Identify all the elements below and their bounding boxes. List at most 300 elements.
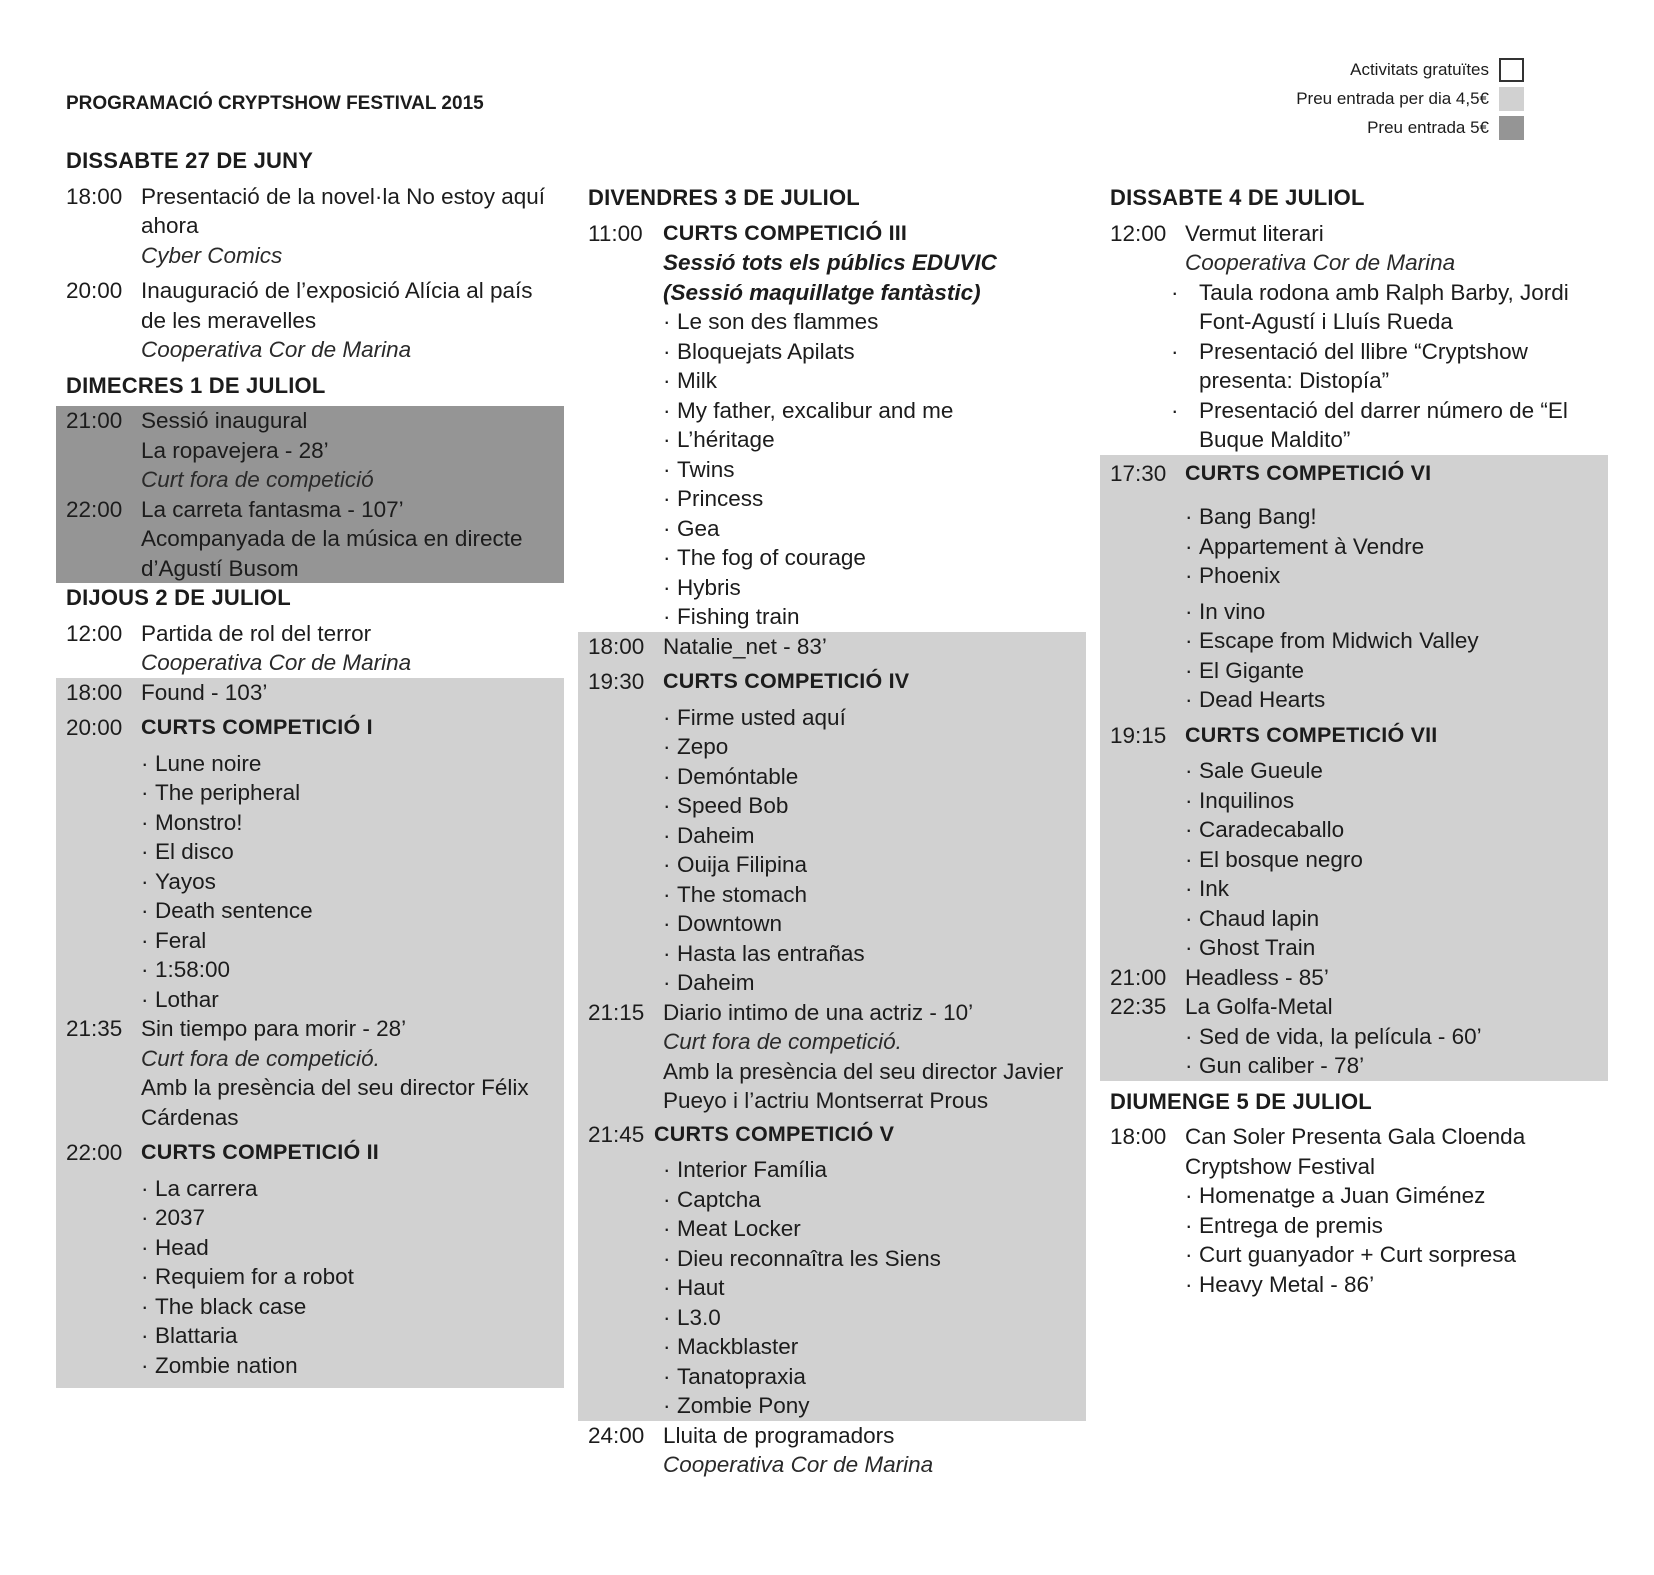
list-item (1185, 502, 1598, 532)
event (1110, 459, 1598, 715)
list-item-text: Ink (1199, 876, 1230, 901)
bullet-icon: · (663, 1157, 671, 1182)
list-item-text: Ghost Train (1199, 935, 1316, 960)
list-item-text: Fishing train (677, 604, 800, 629)
bullet-icon: · (663, 852, 671, 877)
event-venue: Cooperativa Cor de Marina (141, 650, 412, 675)
list-item-text: L3.0 (677, 1304, 721, 1330)
list-item-text: Daheim (677, 970, 755, 995)
list-item (1185, 815, 1598, 845)
event-note: Curt fora de competició (141, 467, 374, 492)
event-detail: Amb la presència del seu director Javier Pueyo i l’actriu Montserrat Prous (663, 1058, 1064, 1113)
event-title: CURTS COMPETICIÓ IV (663, 669, 910, 693)
event-title: CURTS COMPETICIÓ III (663, 220, 908, 245)
list-item (663, 1273, 1076, 1303)
film-list (663, 703, 1076, 998)
list-item (663, 573, 1076, 603)
paid-4-5-block (578, 632, 1086, 1421)
list-item-text: Entrega de premis (1199, 1212, 1383, 1238)
list-item-text: Heavy Metal - 86’ (1199, 1271, 1375, 1297)
bullet-icon: · (141, 927, 149, 953)
event (588, 632, 1076, 662)
list-item-text: El bosque negro (1199, 846, 1363, 872)
event-venue: Cooperativa Cor de Marina (141, 337, 412, 362)
list-item (1185, 685, 1598, 715)
free-block (578, 1421, 1086, 1480)
bullet-icon: · (663, 881, 671, 907)
list-item (1185, 874, 1598, 904)
bullet-icon: · (663, 574, 671, 600)
event-note: Curt fora de competició. (141, 1045, 380, 1071)
list-item-text: Princess (677, 486, 764, 511)
event-time: 11:00 (588, 220, 643, 246)
bullet-icon: · (1185, 598, 1193, 624)
event-time: 20:00 (66, 278, 123, 303)
bullet-icon: · (1185, 846, 1193, 872)
bullet-icon: · (141, 780, 149, 805)
list-item (663, 703, 1076, 733)
list-item-text: Escape from Midwich Valley (1199, 628, 1479, 653)
list-item (663, 602, 1076, 632)
legend-free (1296, 56, 1524, 83)
list-item (663, 425, 1076, 455)
bullet-icon: · (663, 1334, 671, 1359)
event (66, 619, 554, 678)
paid-4-5-block (56, 678, 564, 1389)
bullet-icon: · (663, 822, 671, 848)
list-item (141, 1203, 554, 1233)
event-title: Headless - 85’ (1185, 964, 1329, 990)
list-item (663, 455, 1076, 485)
bullet-icon: · (141, 750, 149, 776)
list-item (663, 732, 1076, 762)
bullet-icon: · (141, 809, 149, 835)
list-item (141, 867, 554, 897)
list-item-text: Feral (155, 927, 207, 953)
bullet-icon: · (663, 763, 671, 789)
film-list (1185, 1022, 1598, 1081)
list-item-text: Chaud lapin (1199, 905, 1320, 931)
list-item (1171, 337, 1598, 396)
list-item (663, 762, 1076, 792)
list-item (663, 514, 1076, 544)
day-heading: DISSABTE 27 DE JUNY (66, 148, 314, 173)
bullet-icon: · (663, 970, 671, 995)
event (588, 1421, 1076, 1480)
list-item-text: Bloquejats Apilats (677, 338, 855, 364)
bullet-icon: · (663, 911, 671, 936)
bullet-icon: · (141, 1175, 149, 1201)
bullet-icon: · (141, 868, 149, 894)
event (66, 1014, 554, 1132)
bullet-icon: · (1185, 687, 1193, 712)
list-item-text: Meat Locker (677, 1216, 801, 1241)
list-item-text: Lothar (155, 986, 219, 1012)
list-item (1171, 278, 1598, 337)
bullet-icon: · (1185, 817, 1193, 842)
bullet-icon: · (1185, 1053, 1193, 1078)
list-item-text: Speed Bob (677, 793, 789, 818)
list-item-text: Presentació del llibre “Cryptshow presenta: Distopía” (1199, 338, 1528, 393)
list-item (141, 1233, 554, 1263)
film-list (663, 1155, 1076, 1421)
event-title: CURTS COMPETICIÓ V (654, 1121, 895, 1146)
list-item-text: In vino (1199, 598, 1266, 624)
list-item (141, 955, 554, 985)
event-time: 22:00 (66, 496, 123, 522)
event-time: 22:00 (66, 1140, 123, 1165)
bullet-icon: · (1185, 533, 1193, 559)
list-item-text: 1:58:00 (155, 957, 231, 982)
event (66, 1138, 554, 1380)
bullet-icon: · (1171, 279, 1179, 305)
bullet-icon: · (1185, 935, 1193, 960)
list-item-text: Hybris (677, 574, 741, 600)
list-item-text: Zombie nation (155, 1352, 298, 1378)
free-block (1100, 1122, 1608, 1299)
list-item (1185, 933, 1598, 963)
list-item-text: Le son des flammes (677, 309, 879, 334)
bullet-icon: · (663, 545, 671, 570)
film-list (1185, 502, 1598, 715)
legend-label: Activitats gratuïtes (1350, 59, 1489, 79)
bullet-icon: · (141, 1293, 149, 1319)
list-item (663, 850, 1076, 880)
list-item (1185, 561, 1598, 591)
page-title: PROGRAMACIÓ CRYPTSHOW FESTIVAL 2015 (66, 93, 484, 114)
paid-4-5-block (1100, 455, 1608, 1081)
list-item-text: Captcha (677, 1186, 761, 1212)
event-venue: Cooperativa Cor de Marina (663, 1452, 934, 1477)
event-subtitle: (Sessió maquillatge fantàstic) (663, 279, 981, 305)
list-item-text: The stomach (677, 881, 808, 907)
list-item (141, 896, 554, 926)
bullet-icon: · (663, 1245, 671, 1271)
list-item (663, 396, 1076, 426)
legend-day-ticket (1296, 85, 1524, 112)
list-item (663, 909, 1076, 939)
list-item (141, 808, 554, 838)
list-item-text: Death sentence (155, 898, 313, 923)
price-legend (1296, 56, 1524, 143)
list-item (663, 484, 1076, 514)
list-item-text: Phoenix (1199, 563, 1281, 588)
list-item-text: Milk (677, 368, 717, 393)
list-item-text: Yayos (155, 868, 216, 894)
free-block (1100, 219, 1608, 455)
list-item (663, 939, 1076, 969)
list-item (663, 1303, 1076, 1333)
event (588, 667, 1076, 998)
list-item-text: Presentació del darrer número de “El Buque Maldito” (1199, 397, 1568, 452)
list-item-text: Monstro! (155, 809, 243, 835)
list-item-text: Bang Bang! (1199, 504, 1317, 529)
event-time: 17:30 (1110, 460, 1167, 486)
bullet-icon: · (663, 368, 671, 393)
list-item (141, 749, 554, 779)
event (66, 495, 554, 584)
list-item-text: The fog of courage (677, 545, 866, 570)
bullet-icon: · (1185, 504, 1193, 529)
event (1110, 721, 1598, 963)
list-item-text: La carrera (155, 1175, 258, 1201)
bullet-icon: · (1185, 563, 1193, 588)
list-item-text: Head (155, 1234, 209, 1260)
event-time: 21:45 (588, 1121, 645, 1147)
bullet-icon: · (663, 604, 671, 629)
list-item-text: El disco (155, 839, 234, 864)
list-item (663, 366, 1076, 396)
bullet-icon: · (663, 427, 671, 452)
bullet-icon: · (663, 1304, 671, 1330)
event-time: 19:30 (588, 669, 645, 694)
legend-swatch-dark (1499, 116, 1524, 140)
bullet-icon: · (663, 515, 671, 541)
list-item (1185, 756, 1598, 786)
list-item (663, 880, 1076, 910)
bullet-icon: · (141, 898, 149, 923)
list-item-text: Sed de vida, la película - 60’ (1199, 1023, 1482, 1049)
list-item (1185, 1270, 1598, 1300)
bullet-icon: · (141, 1205, 149, 1230)
list-item (141, 985, 554, 1015)
list-item (141, 837, 554, 867)
bullet-icon: · (663, 397, 671, 423)
event-time: 12:00 (1110, 220, 1167, 246)
list-item-text: Gea (677, 515, 720, 541)
bullet-icon: · (1185, 787, 1193, 813)
bullet-icon: · (1185, 628, 1193, 653)
event (588, 1120, 1076, 1421)
list-item-text: Zombie Pony (677, 1393, 810, 1418)
event-detail: Acompanyada de la música en directe d’Agustí Busom (141, 526, 523, 581)
event-title: Presentació de la novel·la No estoy aquí ahora (141, 183, 545, 238)
list-item-text: Dead Hearts (1199, 687, 1326, 712)
event-time: 24:00 (588, 1422, 645, 1448)
bullet-icon: · (663, 793, 671, 818)
list-item (141, 926, 554, 956)
list-item (141, 778, 554, 808)
bullet-icon: · (663, 456, 671, 482)
event-time: 18:00 (66, 183, 123, 209)
list-item-text: Gun caliber - 78’ (1199, 1053, 1365, 1078)
event-title: Lluita de programadors (663, 1422, 895, 1448)
list-item (1185, 626, 1598, 656)
event-title: Sessió inaugural (141, 408, 308, 433)
bullet-icon: · (663, 1363, 671, 1389)
bullet-icon: · (141, 986, 149, 1012)
list-item-text: Tanatopraxia (677, 1363, 806, 1389)
free-block (56, 182, 564, 365)
bullet-icon: · (663, 1275, 671, 1300)
event-title: CURTS COMPETICIÓ II (141, 1140, 379, 1164)
list-item-text: Sale Gueule (1199, 758, 1323, 783)
film-list (663, 307, 1076, 632)
list-item (663, 791, 1076, 821)
bullet-icon: · (1185, 1271, 1193, 1297)
bullet-icon: · (663, 486, 671, 511)
film-list (141, 1174, 554, 1381)
day-heading: DIMECRES 1 DE JULIOL (66, 372, 326, 398)
bullet-icon: · (663, 704, 671, 730)
bullet-icon: · (141, 1323, 149, 1348)
list-item-text: Dieu reconnaîtra les Siens (677, 1245, 941, 1271)
list-item-text: Interior Família (677, 1157, 828, 1182)
column-1 (56, 146, 564, 1388)
bullet-icon: · (663, 309, 671, 334)
list-item (663, 1244, 1076, 1274)
event (588, 219, 1076, 632)
event (1110, 1122, 1598, 1299)
list-item-text: Curt guanyador + Curt sorpresa (1199, 1242, 1517, 1267)
column-2 (578, 183, 1086, 1480)
list-item (1185, 904, 1598, 934)
day-heading: DISSABTE 4 DE JULIOL (1110, 185, 1365, 210)
list-item (141, 1292, 554, 1322)
list-item-text: Taula rodona amb Ralph Barby, Jordi Font-Agustí i Lluís Rueda (1199, 279, 1569, 334)
list-item-text: 2037 (155, 1205, 206, 1230)
list-item-text: Mackblaster (677, 1334, 799, 1359)
bullet-icon: · (663, 734, 671, 759)
bullet-icon: · (141, 1264, 149, 1289)
event-time: 21:00 (1110, 964, 1167, 990)
legend-label: Preu entrada per dia 4,5€ (1296, 88, 1489, 108)
activity-list (1185, 1181, 1598, 1299)
event-time: 18:00 (588, 633, 645, 659)
list-item (663, 1362, 1076, 1392)
list-item (663, 1185, 1076, 1215)
event-title: La carreta fantasma - 107’ (141, 496, 404, 522)
list-item (141, 1351, 554, 1381)
list-item (1185, 1211, 1598, 1241)
bullet-icon: · (141, 957, 149, 982)
event-time: 12:00 (66, 620, 123, 646)
bullet-icon: · (1185, 1023, 1193, 1049)
event-title: Diario intimo de una actriz - 10’ (663, 999, 974, 1025)
event (66, 276, 554, 365)
event-film: La ropavejera - 28’ (141, 437, 329, 463)
event-detail: Amb la presència del seu director Félix Cárdenas (141, 1075, 529, 1130)
event-title: Can Soler Presenta Gala Cloenda Cryptshow Festival (1185, 1124, 1526, 1179)
list-item-text: Appartement à Vendre (1199, 533, 1425, 559)
event-time: 21:35 (66, 1016, 123, 1041)
list-item-text: Downtown (677, 911, 783, 936)
bullet-icon: · (1185, 1242, 1193, 1267)
bullet-icon: · (1185, 905, 1193, 931)
bullet-icon: · (663, 1186, 671, 1212)
event-title: Sin tiempo para morir - 28’ (141, 1016, 407, 1041)
event-venue: Cooperativa Cor de Marina (1185, 250, 1456, 275)
column-3 (1100, 183, 1608, 1299)
event-time: 18:00 (1110, 1124, 1167, 1149)
list-item (141, 1174, 554, 1204)
event-title: Natalie_net - 83’ (663, 633, 827, 659)
event (588, 998, 1076, 1116)
list-item (663, 1155, 1076, 1185)
legend-ticket (1296, 114, 1524, 141)
event-title: CURTS COMPETICIÓ I (141, 715, 373, 739)
day-heading: DIJOUS 2 DE JULIOL (66, 585, 291, 610)
list-item (663, 1332, 1076, 1362)
list-item-text: Firme usted aquí (677, 704, 846, 730)
event-title: CURTS COMPETICIÓ VI (1185, 460, 1432, 485)
list-item (141, 1262, 554, 1292)
bullet-icon: · (1185, 657, 1193, 683)
list-item-text: Daheim (677, 822, 755, 848)
event-subtitle: Sessió tots els públics EDUVIC (663, 250, 997, 275)
bullet-icon: · (141, 839, 149, 864)
event (1110, 963, 1598, 993)
list-item-text: Ouija Filipina (677, 852, 808, 877)
legend-swatch-free (1499, 58, 1524, 82)
film-list (1185, 756, 1598, 963)
event (66, 182, 554, 271)
list-item (1185, 1181, 1598, 1211)
event (66, 406, 554, 495)
list-item (663, 968, 1076, 998)
bullet-icon: · (663, 1393, 671, 1418)
event-time: 21:00 (66, 408, 123, 433)
event-time: 19:15 (1110, 722, 1167, 748)
list-item-text: Homenatge a Juan Giménez (1199, 1183, 1486, 1208)
event (1110, 219, 1598, 455)
list-item-text: The peripheral (155, 780, 301, 805)
bullet-icon: · (1185, 1183, 1193, 1208)
bullet-icon: · (1185, 1212, 1193, 1238)
event (66, 713, 554, 1014)
list-item-text: The black case (155, 1293, 307, 1319)
event-time: 21:15 (588, 999, 645, 1025)
list-item-text: Lune noire (155, 750, 262, 776)
list-item (1185, 597, 1598, 627)
bullet-icon: · (1171, 338, 1179, 364)
list-item (1185, 1022, 1598, 1052)
list-item (663, 821, 1076, 851)
list-item-text: Hasta las entrañas (677, 940, 865, 966)
bullet-icon: · (141, 1234, 149, 1260)
list-item (1185, 532, 1598, 562)
event-title: CURTS COMPETICIÓ VII (1185, 722, 1438, 747)
event-time: 18:00 (66, 679, 123, 705)
paid-5-block (56, 406, 564, 583)
list-item (1185, 1240, 1598, 1270)
event (66, 678, 554, 708)
bullet-icon: · (663, 940, 671, 966)
legend-label: Preu entrada 5€ (1367, 117, 1489, 137)
list-item (1185, 786, 1598, 816)
list-item (1185, 656, 1598, 686)
free-block (578, 219, 1086, 632)
event-note: Curt fora de competició. (663, 1029, 902, 1054)
event-title: La Golfa-Metal (1185, 994, 1333, 1019)
bullet-icon: · (141, 1352, 149, 1378)
film-list (141, 749, 554, 1015)
event-title: Inauguració de l’exposició Alícia al país de les meravelles (141, 278, 533, 333)
event-time: 20:00 (66, 715, 123, 740)
list-item (663, 337, 1076, 367)
bullet-icon: · (663, 1216, 671, 1241)
event-title: Found - 103’ (141, 679, 268, 705)
activity-list (1171, 278, 1598, 455)
free-block (56, 619, 564, 678)
list-item (1185, 845, 1598, 875)
event-venue: Cyber Comics (141, 242, 283, 268)
list-item-text: Caradecaballo (1199, 817, 1345, 842)
list-item-text: Inquilinos (1199, 787, 1295, 813)
list-item-text: My father, excalibur and me (677, 397, 954, 423)
list-item-text: Requiem for a robot (155, 1264, 354, 1289)
bullet-icon: · (663, 338, 671, 364)
